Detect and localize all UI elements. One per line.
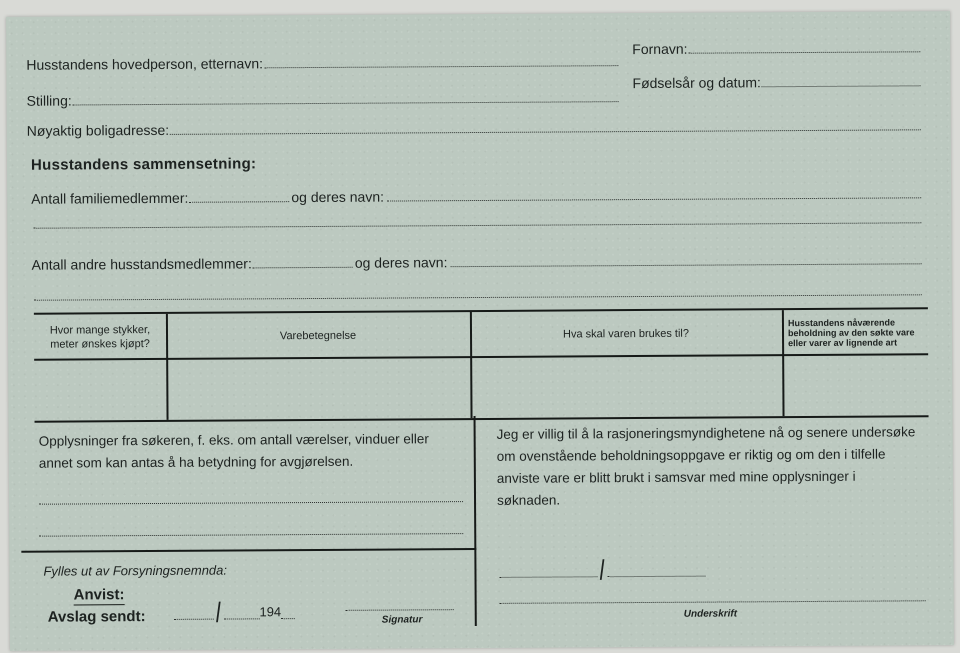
- cell-item[interactable]: [168, 358, 468, 416]
- consent-date-field[interactable]: [607, 575, 705, 578]
- rejected-label: Avslag sendt:: [47, 608, 146, 626]
- info-text: Opplysninger fra søkeren, f. eks. om antall værelser, vinduer eller annet som kan antas å ha betydning for avgjørelsen.: [38, 431, 429, 471]
- col-header-holdings: Husstandens nåværende beholdning av den søkte vare eller varer av lignende art: [787, 317, 915, 349]
- family-names-continuation[interactable]: [33, 221, 921, 228]
- office-date-row: [174, 597, 304, 623]
- birth-row: [632, 73, 920, 91]
- birth-field[interactable]: [762, 84, 921, 87]
- surname-label: Husstandens hovedperson, etternavn:: [26, 55, 264, 73]
- other-count-label: Antall andre husstandsmedlemmer:: [31, 255, 252, 273]
- office-signature-line[interactable]: [346, 608, 454, 611]
- goods-table: [34, 307, 929, 422]
- family-names-field[interactable]: [387, 196, 921, 201]
- occupation-field[interactable]: [73, 100, 619, 105]
- consent-signature-label: Underskrift: [683, 608, 738, 620]
- cell-quantity[interactable]: [36, 360, 164, 417]
- occupation-label: Stilling:: [26, 92, 72, 109]
- family-count-field[interactable]: [189, 200, 289, 203]
- consent-signature-line[interactable]: [500, 599, 926, 604]
- firstname-row: [632, 39, 920, 57]
- address-field[interactable]: [170, 128, 921, 135]
- consent-date-row: [499, 555, 705, 581]
- office-month-field[interactable]: [223, 617, 259, 619]
- other-names-continuation[interactable]: [34, 293, 922, 300]
- office-section-divider: [21, 548, 476, 553]
- office-year-field[interactable]: [281, 617, 295, 619]
- family-row: [31, 185, 921, 206]
- approved-label: Anvist:: [73, 586, 125, 604]
- other-count-field[interactable]: [253, 266, 353, 269]
- col-header-quantity: Hvor mange stykker, meter ønskes kjøpt?: [49, 324, 151, 351]
- col-header-item: Varebetegnelse: [279, 329, 357, 343]
- cell-purpose[interactable]: [472, 356, 780, 414]
- address-label: Nøyaktig boligadresse:: [26, 121, 170, 139]
- date-slash: |: [597, 555, 608, 581]
- table-col-divider-3: [782, 310, 785, 416]
- cell-holdings[interactable]: [786, 355, 926, 412]
- info-field-line-1[interactable]: [39, 500, 463, 505]
- surname-field[interactable]: [264, 64, 618, 68]
- consent-text: Jeg er villig til å la rasjoneringsmyndighetene nå og senere undersøke om ovenstående beholdningsoppgave er riktig og om den i tilfelle anviste vare er blitt brukt i samsvar med mine opplysninger i søknaden.: [496, 424, 916, 508]
- office-date-slash: |: [214, 597, 224, 623]
- office-year-prefix: 194: [259, 604, 282, 620]
- occupation-row: [27, 89, 619, 109]
- other-names-label: og deres navn:: [354, 254, 448, 271]
- info-field-line-2[interactable]: [39, 532, 463, 537]
- surname-row: [26, 53, 618, 73]
- lower-vertical-divider: [474, 416, 477, 626]
- office-day-field[interactable]: [174, 618, 214, 620]
- family-names-label: og deres navn:: [291, 188, 385, 206]
- firstname-field[interactable]: [689, 50, 921, 53]
- office-heading: Fylles ut av Forsyningsnemnda:: [43, 562, 228, 579]
- office-signature-label: Signatur: [381, 614, 423, 626]
- ration-application-card: [6, 11, 954, 651]
- firstname-label: Fornavn:: [632, 40, 688, 58]
- family-count-label: Antall familiemedlemmer:: [31, 189, 189, 207]
- consent-place-field[interactable]: [499, 575, 597, 578]
- col-header-purpose: Hva skal varen brukes til?: [563, 327, 690, 341]
- composition-heading: Husstandens sammensetning:: [30, 155, 257, 174]
- birth-label: Fødselsår og datum:: [632, 74, 761, 92]
- address-row: [27, 117, 921, 138]
- other-names-field[interactable]: [450, 262, 921, 267]
- other-row: [32, 251, 922, 272]
